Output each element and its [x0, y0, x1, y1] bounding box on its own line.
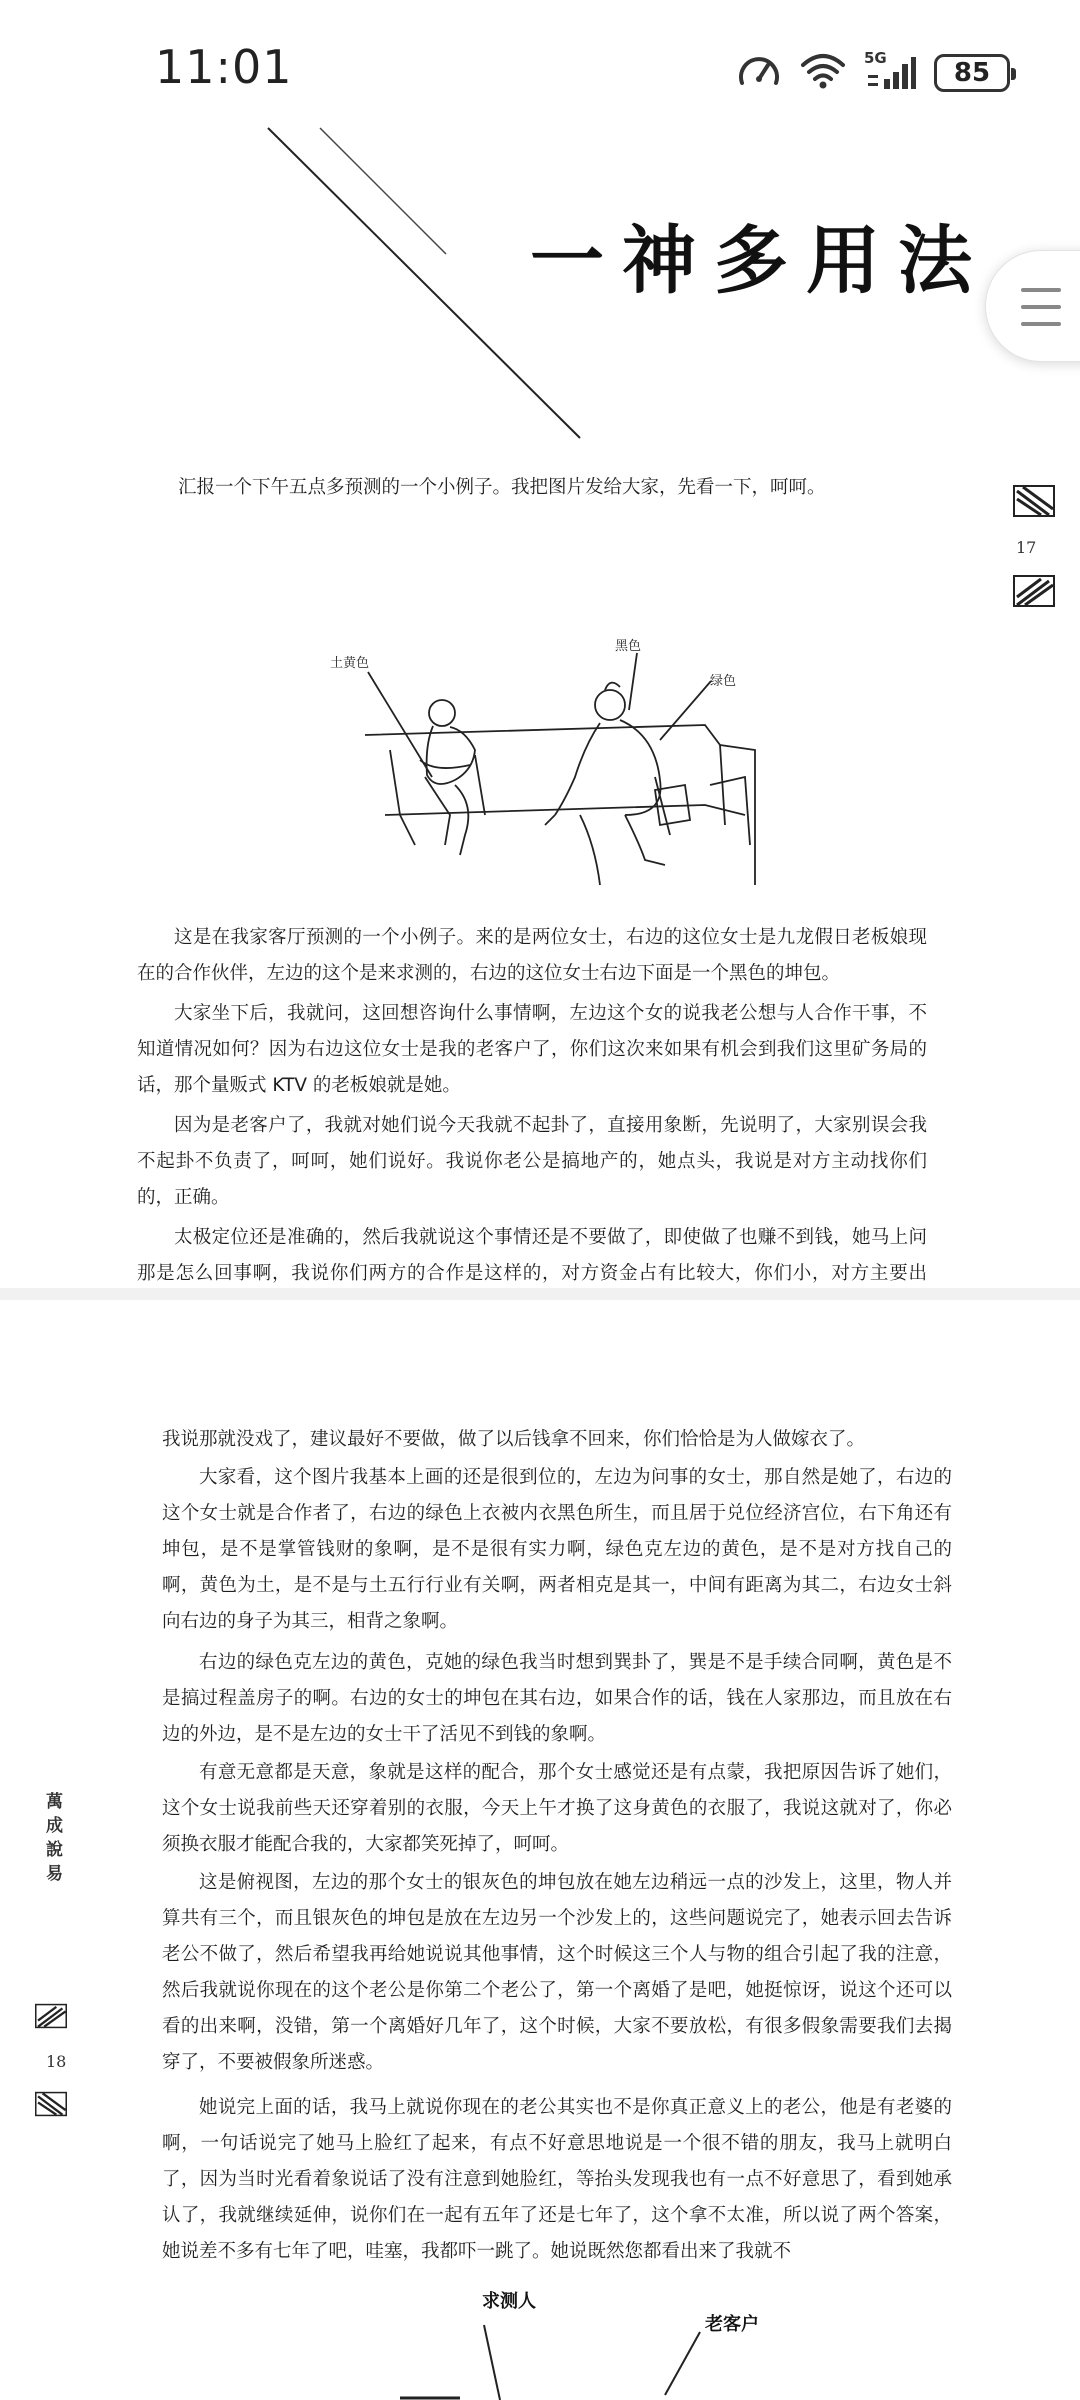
document-page-17 — [0, 120, 1080, 1295]
battery-icon — [934, 54, 1010, 92]
page-ornament-top — [1013, 485, 1055, 517]
page-ornament-bottom-left — [35, 2090, 67, 2118]
paragraph-1: 这是在我家客厅预测的一个小例子。来的是两位女士，右边的这位女士是九龙假日老板娘现在的合作伙伴，左边的这个是来求测的，右边的这位女士右边下面是一个黑色的坤包。 — [137, 927, 927, 984]
status-icons — [736, 48, 1010, 98]
paragraph-8: 有意无意都是天意，象就是这样的配合，那个女士感觉还是有点蒙，我把原因告诉了她们，这个女士说我前些天还穿着别的衣服，今天上午才换了这身黄色的衣服了，我说这就对了，你必须换衣服才能配合我的，大家都笑死掉了，呵呵。 — [162, 1762, 952, 1855]
paragraph-4: 太极定位还是准确的，然后我就说这个事情还是不要做了，即使做了也赚不到钱，她马上问那是怎么回事啊，我说你们两方的合作是这样的，对方资金占有比较大，你们小，对方主要出 — [137, 1227, 927, 1284]
label-earth-yellow: 土黄色 — [330, 656, 370, 671]
paragraph-5: 我说那就没戏了，建议最好不要做，做了以后钱拿不回来，你们恰恰是为人做嫁衣了。 — [162, 1429, 866, 1450]
status-time: 11:01 — [155, 40, 293, 94]
label-black: 黑色 — [615, 639, 642, 654]
figure-label-seeker: 求测人 — [482, 2291, 536, 2312]
speed-indicator-icon — [736, 51, 782, 95]
sofa-illustration — [325, 515, 765, 895]
page-ornament-bottom — [1013, 575, 1055, 607]
label-green: 绿色 — [710, 674, 737, 689]
network-type-label: 5G — [864, 49, 887, 67]
chapter-title: 一神多用法 — [530, 218, 990, 304]
paragraph-6: 大家看，这个图片我基本上画的还是很到位的，左边为问事的女士，那自然是她了，右边的这个女士就是合作者了，右边的绿色上衣被内衣黑色所生，而且居于兑位经济宫位，右下角还有坤包，是不是掌管钱财的象啊，是不是很有实力啊，绿色克左边的黄色，是不是对方找自己的啊，黄色为土，是不是与土五行行业有关啊，两者相克是其一，中间有距离为其二，右边女士斜向右边的身子为其三，相背之象啊。 — [162, 1467, 952, 1632]
illustration-drawing — [325, 515, 765, 895]
paragraph-3: 因为是老客户了，我就对她们说今天我就不起卦了，直接用象断，先说明了，大家别误会我不起卦不负责了，呵呵，她们说好。我说你老公是搞地产的，她点头，我说是对方主动找你们的，正确。 — [137, 1115, 927, 1208]
battery-level: 85 — [953, 58, 991, 88]
document-page-18 — [0, 1300, 1080, 2400]
paragraph-2: 大家坐下后，我就问，这回想咨询什么事情啊，左边这个女的说我老公想与人合作干事，不知道情况如何？因为右边这位女士是我的老客户了，你们这次来如果有机会到我们这里矿务局的话，那个量贩式 KTV 的老板娘就是她。 — [137, 1003, 927, 1096]
paragraph-9: 这是俯视图，左边的那个女士的银灰色的坤包放在她左边稍远一点的沙发上，这里，物人并算共有三个，而且银灰色的坤包是放在左边另一个沙发上的，这些问题说完了，她表示回去告诉老公不做了，然后希望我再给她说说其他事情，这个时候这三个人与物的组合引起了我的注意，然后我就说你现在的这个老公是你第二个老公了，第一个离婚了是吧，她挺惊讶，说这个还可以看的出来啊，没错，第一个离婚好几年了，这个时候，大家不要放松，有很多假象需要我们去揭穿了，不要被假象所迷惑。 — [162, 1872, 952, 2073]
side-title: 萬成說易 — [46, 1792, 63, 1884]
intro-paragraph: 汇报一个下午五点多预测的一个小例子。我把图片发给大家，先看一下，呵呵。 — [178, 477, 826, 498]
page-ornament-top-left — [35, 2002, 67, 2030]
figure-label-old-customer: 老客户 — [705, 2314, 759, 2335]
paragraph-10: 她说完上面的话，我马上就说你现在的老公其实也不是你真正意义上的老公，他是有老婆的啊，一句话说完了她马上脸红了起来，有点不好意思地说是一个很不错的朋友，我马上就明白了，因为当时光看着象说话了没有注意到她脸红，等抬头发现我也有一点不好意思了，看到她承认了，我就继续延伸，说你们在一起有五年了还是七年了，这个拿不太准，所以说了两个答案，她说差不多有七年了吧，哇塞，我都吓一跳了。她说既然您都看出来了我就不 — [162, 2097, 952, 2262]
paragraph-7: 右边的绿色克左边的黄色，克她的绿色我当时想到巽卦了，巽是不是手续合同啊，黄色是不是搞过程盖房子的啊。右边的女士的坤包在其右边，如果合作的话，钱在人家那边，而且放在右边的外边，是不是左边的女士干了活见不到钱的象啊。 — [162, 1652, 952, 1745]
cellular-signal-icon — [864, 49, 916, 93]
wifi-icon — [800, 52, 846, 94]
page-number: 17 — [1016, 538, 1037, 557]
bottom-figure-lines — [400, 2320, 780, 2400]
page-number-left: 18 — [46, 2052, 67, 2071]
